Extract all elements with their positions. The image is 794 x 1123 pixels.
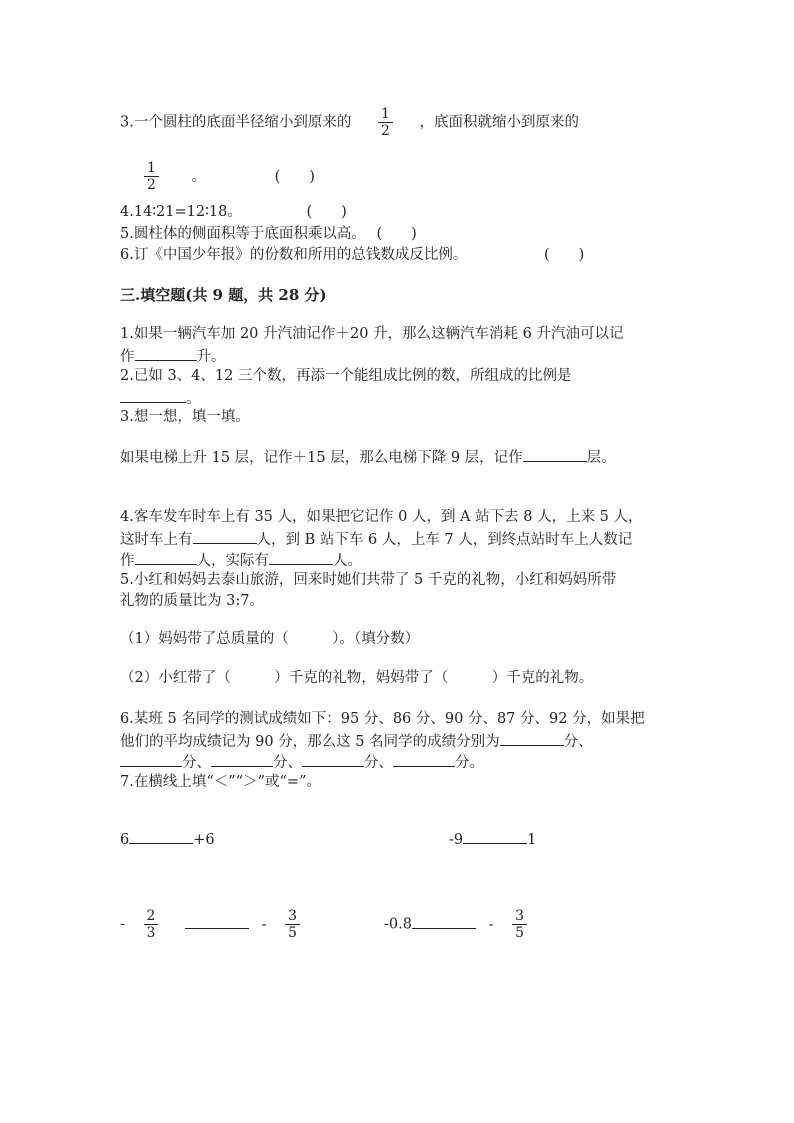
fill-question-5-line1: 5.小红和妈妈去泰山旅游，回来时她们共带了 5 千克的礼物，小红和妈妈所带 [120, 572, 617, 588]
fill-question-6-line3 [120, 751, 484, 773]
fraction-denominator: 2 [147, 177, 156, 193]
fill-question-3-line1: 3.想一想，填一填。 [120, 409, 250, 425]
question-text: 6.订《中国少年报》的份数和所用的总钱数成反比例。 [120, 247, 468, 263]
fill-question-5-sub2[interactable]: （2）小红带了（ ）千克的礼物，妈妈带了（ ）千克的礼物。 [120, 670, 594, 686]
answer-parentheses[interactable]: ( ) [376, 226, 417, 242]
question-text: 分、 [563, 734, 593, 750]
fill-question-7-line1: 7.在横线上填“＜”“＞”或“=”。 [120, 774, 321, 790]
answer-blank[interactable] [412, 913, 476, 929]
fill-question-6-line2 [120, 730, 593, 752]
question-text: 分、 [182, 755, 211, 771]
compare-operand: +6 [193, 832, 215, 848]
question-text: 。 [191, 168, 207, 185]
question-text: 。 [186, 391, 201, 407]
fraction [144, 908, 159, 941]
answer-blank[interactable] [193, 528, 257, 544]
answer-parentheses[interactable]: ( ) [274, 168, 315, 185]
fraction-denominator: 2 [380, 123, 390, 139]
compare-item-a [120, 828, 215, 850]
question-text: 如果电梯上升 15 层，记作＋15 层，那么电梯下降 9 层，记作 [120, 450, 523, 466]
question-text: 人，实际有 [196, 553, 269, 569]
question-text: 4.14∶21=12∶18。 [120, 204, 242, 220]
answer-parentheses[interactable]: ( ) [543, 247, 585, 263]
fill-question-1-line1: 1.如果一辆汽车加 20 升汽油记作＋20 升，那么这辆汽车消耗 6 升汽油可以记 [120, 326, 624, 342]
fill-question-3-line2 [120, 446, 616, 468]
fill-question-4-line2 [120, 528, 632, 550]
question-text: 作 [120, 349, 135, 365]
answer-blank[interactable] [269, 549, 333, 565]
question-text: 3.一个圆柱的底面半径缩小到原来的 [120, 114, 352, 131]
section-title: 三.填空题(共 9 题，共 28 分) [120, 286, 327, 304]
answer-blank[interactable] [129, 828, 193, 844]
question-text: 分、 [273, 755, 302, 771]
question-text: 作 [120, 553, 135, 569]
minus-sign: - [488, 916, 494, 933]
judge-question-4 [120, 202, 347, 222]
compare-operand: 1 [527, 832, 537, 848]
answer-blank[interactable] [135, 345, 197, 361]
fraction-denominator: 5 [288, 925, 298, 941]
answer-blank[interactable] [393, 751, 455, 767]
answer-blank[interactable] [500, 730, 564, 746]
question-text: 人，到 B 站下车 6 人，上车 7 人，到终点站时车上人数记 [256, 532, 633, 548]
fill-question-5-line2: 礼物的质量比为 3:7。 [120, 593, 264, 609]
compare-operand: -0.8 [384, 916, 412, 933]
fraction-numerator: 1 [378, 106, 393, 123]
question-text: 他们的平均成绩记为 90 分，那么这 5 名同学的成绩分别为 [120, 734, 500, 750]
compare-item-b [449, 828, 536, 850]
fraction-numerator: 2 [144, 908, 159, 925]
question-text: 这时车上有 [120, 532, 193, 548]
answer-blank[interactable] [302, 751, 364, 767]
judge-question-5 [120, 224, 417, 244]
compare-operand: -9 [449, 832, 464, 848]
answer-blank[interactable] [120, 387, 186, 403]
question-text: 人。 [333, 553, 362, 569]
fraction-numerator: 1 [144, 160, 159, 177]
answer-blank[interactable] [135, 549, 197, 565]
question-text: 升。 [196, 349, 226, 365]
fill-question-2-line1: 2.已如 3、4、12 三个数，再添一个能组成比例的数，所组成的比例是 [120, 368, 572, 384]
question-text: 层。 [586, 450, 616, 466]
answer-blank[interactable] [211, 751, 273, 767]
question-text: ，底面积就缩小到原来的 [419, 114, 579, 131]
fill-question-2-line2 [120, 387, 201, 409]
fill-question-4-line1: 4.客车发车时车上有 35 人，如果把它记作 0 人，到 A 站下去 8 人，上来 5 人， [120, 509, 643, 525]
fraction [512, 908, 527, 941]
answer-blank[interactable] [523, 446, 587, 462]
fraction [378, 106, 393, 139]
judge-question-6 [120, 245, 584, 265]
fraction [144, 160, 159, 193]
fraction-numerator: 3 [285, 908, 300, 925]
judge-question-3-line1 [120, 106, 579, 139]
question-text: 5.圆柱体的侧面积等于底面积乘以高。 [120, 226, 366, 242]
compare-item-c [120, 908, 304, 941]
answer-parentheses[interactable]: ( ) [306, 204, 347, 220]
fill-question-4-line3 [120, 549, 362, 571]
fill-question-1-line2 [120, 345, 226, 367]
judge-question-3-line2 [140, 160, 315, 193]
fill-question-5-sub1[interactable]: （1）妈妈带了总质量的（ ）。（填分数） [120, 631, 420, 647]
fill-question-6-line1: 6.某班 5 名同学的测试成绩如下：95 分、86 分、90 分、87 分、92 分，如果把 [120, 711, 645, 727]
answer-blank[interactable] [185, 913, 249, 929]
fraction-numerator: 3 [512, 908, 527, 925]
minus-sign: - [261, 916, 267, 933]
fraction-denominator: 3 [146, 925, 156, 941]
compare-item-d [384, 908, 531, 941]
answer-blank[interactable] [120, 751, 182, 767]
answer-blank[interactable] [463, 828, 527, 844]
fraction [285, 908, 300, 941]
minus-sign: - [120, 916, 125, 933]
question-text: 分、 [364, 755, 393, 771]
compare-operand: 6 [120, 832, 130, 848]
fraction-denominator: 5 [515, 925, 525, 941]
question-text: 分。 [455, 755, 484, 771]
